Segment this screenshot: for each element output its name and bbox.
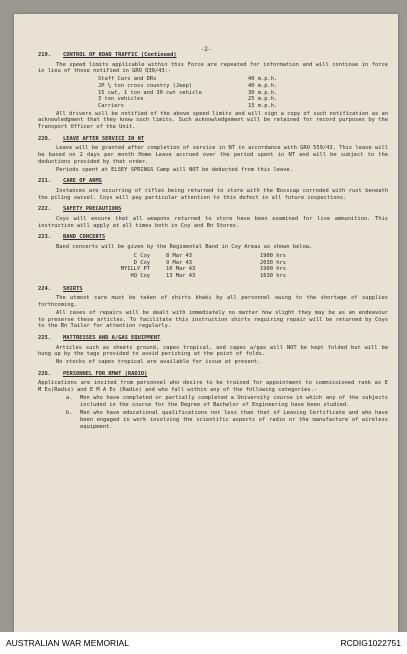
document-page: [14, 14, 398, 632]
concert-coy: MYILLY PT: [120, 266, 150, 273]
section-title: SHIRTS: [62, 285, 83, 292]
vehicle-type: Carriers: [98, 102, 124, 109]
section-heading: [38, 206, 388, 213]
section-225: [38, 335, 388, 366]
speed-limit: 40 m.p.h.: [248, 76, 278, 83]
orders-body: [38, 52, 388, 432]
speed-row: [98, 90, 388, 97]
section-title: CONTROL OF ROAD TRAFFIC (Continued): [62, 52, 177, 58]
category-text: Men who have educational qualifications not less than that of Leaving Certificate and who have been engaged in work involving the scientific aspects of radio or the manufacture of wireless equipment.: [80, 410, 388, 430]
concert-row: [108, 260, 388, 267]
paragraph: No stocks of capes tropical are available for issue at present.: [56, 359, 261, 366]
section-number: 223.: [38, 234, 51, 241]
vehicle-type: JP ¼ ton cross country (Jeep): [98, 82, 193, 89]
category-list: [66, 395, 388, 431]
record-id: RCDIG1022751: [340, 638, 401, 648]
section-title: PERSONNEL FOR RMWT (RADIO): [62, 370, 148, 377]
archive-name: AUSTRALIAN WAR MEMORIAL: [6, 638, 129, 648]
band-concert-schedule: [108, 253, 388, 280]
section-226: [38, 371, 388, 431]
section-heading: [38, 286, 388, 293]
category-letter: a.: [66, 394, 73, 401]
category-text: Men who have completed or partially completed a University course in which any of the subjects included in the course for the Degree of Bachelor of Engineering have been studied.: [80, 394, 388, 408]
concert-time: 1630 hrs: [260, 272, 286, 279]
paragraph: Articles such as sheets ground, capes tropical, and capes a/gas will NOT be kept folded but will be hung up by the tags provided to avoid perishing at the point of folds.: [38, 344, 388, 358]
section-223: [38, 234, 388, 279]
section-number: 226.: [38, 370, 51, 377]
paragraph: The speed limits applicable within this Force are repeated for information and will continue in force in lieu of those notified in GRO Q30/43:-: [38, 61, 388, 75]
section-number: 219.: [38, 52, 51, 58]
section-224: [38, 286, 388, 330]
paragraph: All cases of repairs will be dealt with immediately no matter how slight they may be as an endeavour to preserve these articles. To facilitate this instruction shirts requiring repair will be returned by Coys to the Bn Tailor for attention regularly.: [38, 309, 388, 330]
speed-limit: 15 m.p.h.: [248, 102, 278, 109]
concert-date: 9 Mar 43: [166, 259, 192, 266]
concert-time: 1900 hrs: [260, 252, 286, 259]
section-title: CARE OF ARMS: [62, 178, 102, 185]
paragraph: All drivers will be notified of the above speed limits and will sign a copy of such notification as an acknowledgment that they know such limits. Such acknowledgement will be retained for record purposes by the Transport Officer of the Unit.: [38, 110, 388, 131]
section-title: BAND CONCERTS: [62, 234, 106, 241]
paragraph: Band concerts will be given by the Regimental Band in Coy Areas as shown below.: [56, 244, 313, 251]
concert-coy: C Coy: [133, 252, 150, 259]
paragraph: Instances are occurring of rifles being returned to store with the Bosscap corroded with rust beneath the piling swivel. Coys will pay particular attention to this defect in all future inspections.: [38, 187, 388, 201]
section-heading: [38, 371, 388, 378]
speed-row: [98, 96, 388, 103]
section-220: [38, 136, 388, 174]
section-heading: [38, 234, 388, 241]
concert-coy: D Coy: [133, 259, 150, 266]
category-item: [66, 395, 388, 408]
archive-footer: [0, 632, 407, 654]
section-title: SAFETY PRECAUTIONS: [62, 206, 122, 213]
section-heading: [38, 178, 388, 185]
concert-row: [108, 273, 388, 280]
section-222: [38, 206, 388, 229]
concert-row: [108, 253, 388, 260]
paragraph: Leave will be granted after completion of service in NT in accordance with GRO 559/43. This leave will be based on 2 days per month Home Leave accrued over the period spent in NT and will be subject to the deductions provided by that order.: [38, 145, 388, 165]
section-heading: [38, 335, 388, 342]
section-221: [38, 178, 388, 201]
section-219: [38, 52, 388, 131]
page-number: -2-: [200, 46, 212, 53]
paragraph: Periods spent at ELSEY SPRINGS Camp will NOT be deducted from this leave.: [56, 166, 293, 173]
speed-limit: 30 m.p.h.: [248, 89, 278, 96]
concert-date: 13 Mar 43: [166, 272, 196, 279]
paragraph: Coys will ensure that all weapons returned to store have been examined for live ammunition. This instruction will apply at all times both in Coy and Bn Stores.: [38, 216, 388, 229]
section-heading: [38, 136, 388, 143]
paragraph: Applications are invited from personnel who desire to be trained for appointment to commissioned rank as E M Es(Radio) and E M A Es (Radio) and who fall within any of the following categories.-: [38, 380, 388, 394]
section-number: 220.: [38, 135, 51, 142]
section-heading: [38, 52, 388, 59]
category-item: [66, 410, 388, 430]
section-number: 221.: [38, 178, 51, 185]
concert-row: [108, 266, 388, 273]
section-title: LEAVE AFTER SERVICE IN NT: [62, 135, 145, 142]
vehicle-type: Staff Cars and DRs: [98, 76, 157, 83]
speed-row: [98, 103, 388, 110]
concert-time: 1900 hrs: [260, 266, 286, 273]
section-number: 224.: [38, 285, 51, 292]
concert-coy: HQ Coy: [130, 272, 150, 279]
section-title: MATTRESSES AND A/GAS EQUIPMENT: [62, 334, 161, 341]
speed-limit: 40 m.p.h.: [248, 82, 278, 89]
speed-row: [98, 76, 388, 83]
vehicle-type: 3 ton vehicles: [98, 96, 144, 103]
speed-limit-schedule: [98, 76, 388, 110]
speed-limit: 25 m.p.h.: [248, 96, 278, 103]
concert-date: 10 Mar 43: [166, 266, 196, 273]
section-number: 222.: [38, 206, 51, 213]
section-number: 225.: [38, 334, 51, 341]
vehicle-type: 15 cwt, 1 ton and 30 cwt vehicle: [98, 89, 202, 96]
speed-row: [98, 83, 388, 90]
paragraph: The utmost care must be taken of shirts khaki by all personnel owing to the shortage of supplies forthcoming.: [38, 295, 388, 309]
concert-date: 8 Mar 43: [166, 252, 192, 259]
concert-time: 2030 hrs: [260, 259, 286, 266]
category-letter: b.: [66, 410, 73, 417]
